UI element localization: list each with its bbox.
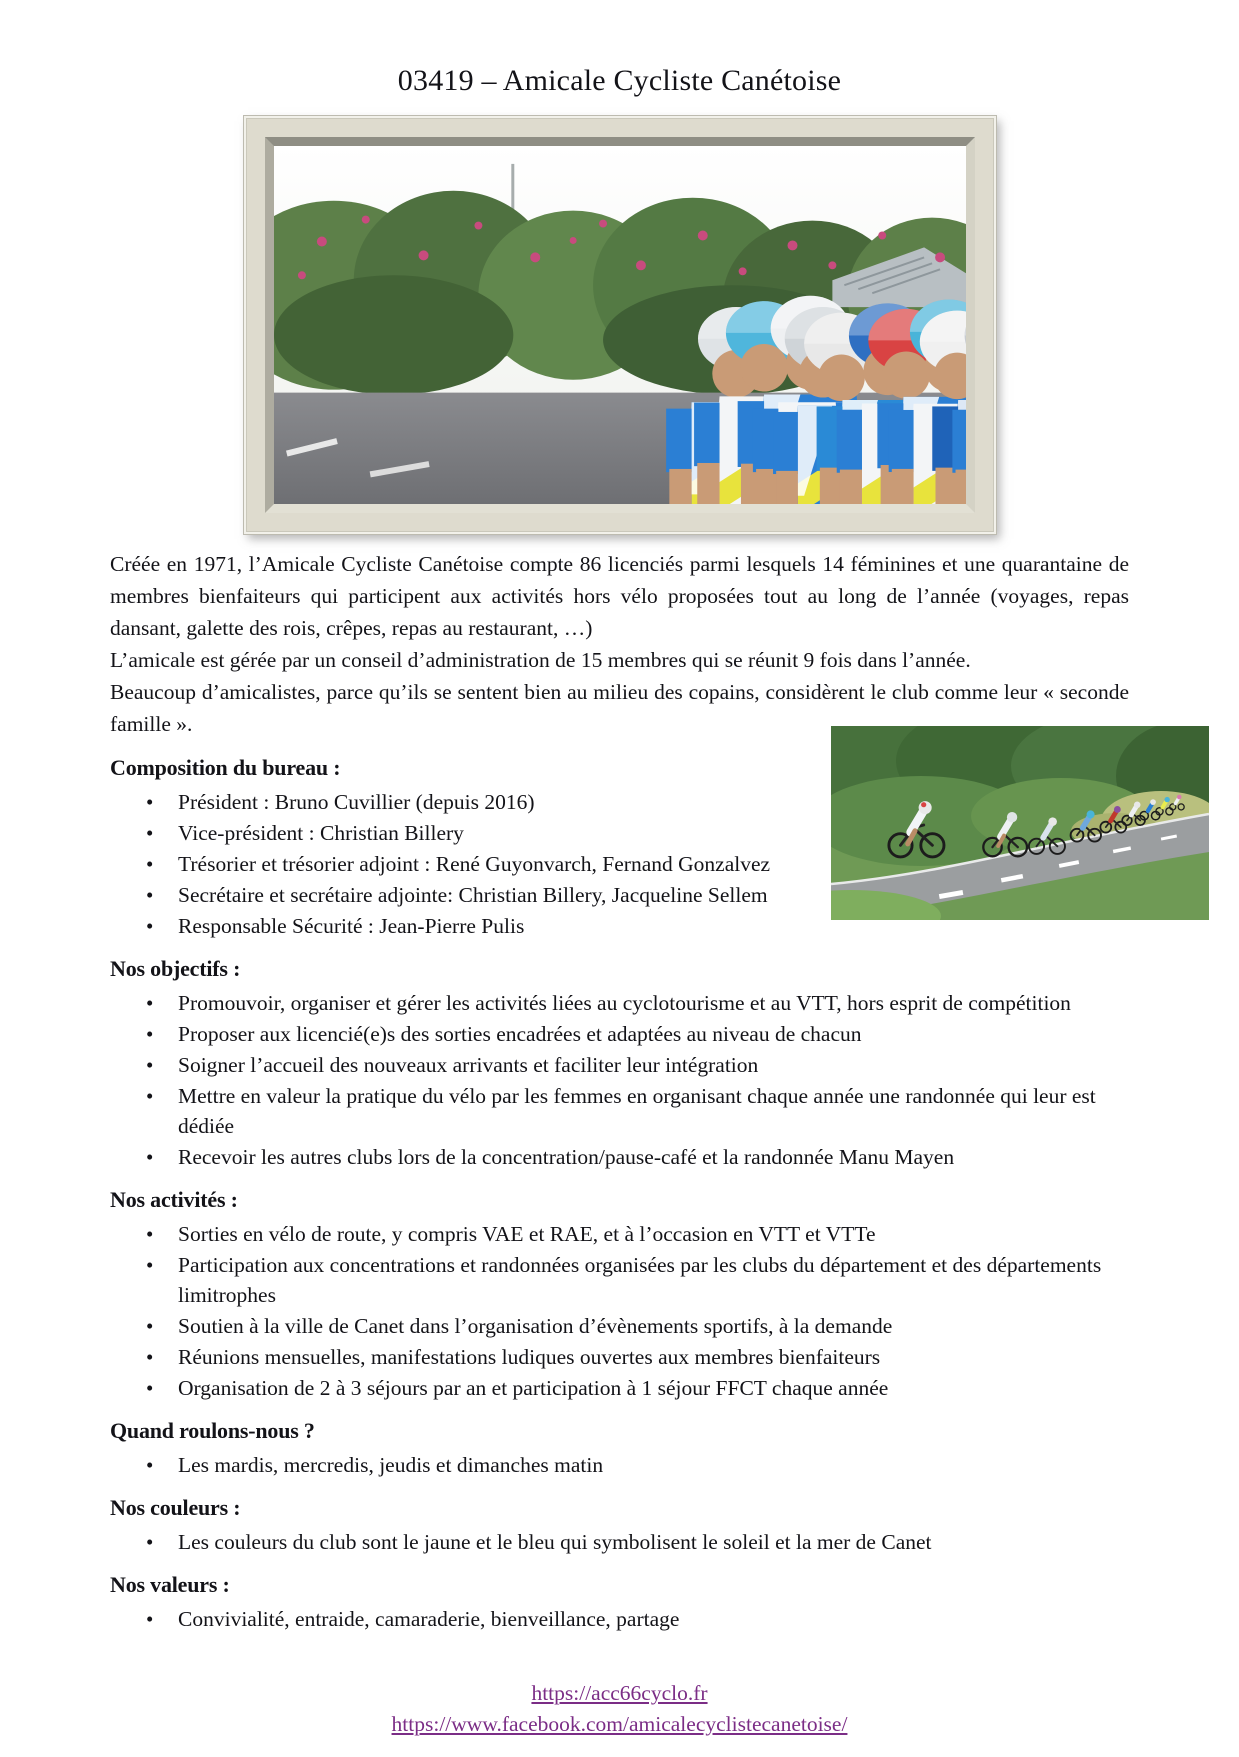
activites-list [110,1219,1129,1403]
section-heading-activites: Nos activités : [110,1187,238,1212]
section-heading-objectifs: Nos objectifs : [110,956,241,981]
group-photo [265,137,975,513]
group-photo-illustration [274,146,966,504]
intro-paragraph-3: Beaucoup d’amicalistes, parce qu’ils se sentent bien au milieu des copains, considèrent le club comme leur « seconde famille ». [110,680,1129,736]
list-item: • Sorties en vélo de route, y compris VAE et RAE, et à l’occasion en VTT et VTTe [110,1219,1129,1249]
list-item: • Participation aux concentrations et randonnées organisées par les clubs du département et des départements limitrophes [110,1250,1129,1310]
list-item: • Secrétaire et secrétaire adjointe: Christian Billery, Jacqueline Sellem [110,880,1129,910]
list-item: • Vice-président : Christian Billery [110,818,1129,848]
intro-paragraph-2: L’amicale est gérée par un conseil d’administration de 15 membres qui se réunit 9 fois dans l’année. [110,648,971,672]
list-item: • Soigner l’accueil des nouveaux arrivants et faciliter leur intégration [110,1050,1129,1080]
section-heading-bureau: Composition du bureau : [110,755,341,780]
list-item: • Réunions mensuelles, manifestations ludiques ouvertes aux membres bienfaiteurs [110,1342,1129,1372]
quand-list [110,1450,1129,1480]
list-item: • Responsable Sécurité : Jean-Pierre Pulis [110,911,1129,941]
list-item: • Les couleurs du club sont le jaune et le bleu qui symbolisent le soleil et la mer de Canet [110,1527,1129,1557]
footer-links [110,1678,1129,1740]
list-item: • Trésorier et trésorier adjoint : René Guyonvarch, Fernand Gonzalvez [110,849,1129,879]
section-heading-valeurs: Nos valeurs : [110,1572,230,1597]
valeurs-list [110,1604,1129,1634]
list-item: • Les mardis, mercredis, jeudis et dimanches matin [110,1450,1129,1480]
list-item: • Mettre en valeur la pratique du vélo par les femmes en organisant chaque année une randonnée qui leur est dédiée [110,1081,1129,1141]
section-activites [110,1186,1129,1403]
section-objectifs [110,955,1129,1172]
intro-paragraphs [110,548,1129,740]
list-item: • Président : Bruno Cuvillier (depuis 2016) [110,787,1129,817]
list-item: • Soutien à la ville de Canet dans l’organisation d’évènements sportifs, à la demande [110,1311,1129,1341]
intro-paragraph-1: Créée en 1971, l’Amicale Cycliste Canétoise compte 86 licenciés parmi lesquels 14 féminines et une quarantaine de membres bienfaiteurs qui participent aux activités hors vélo proposées tout au long de l’année (voyages, repas dansant, galette des rois, crêpes, repas au restaurant, …) [110,552,1129,640]
list-item: • Organisation de 2 à 3 séjours par an et participation à 1 séjour FFCT chaque année [110,1373,1129,1403]
page-title: 03419 – Amicale Cycliste Canétoise [397,64,842,97]
list-item: • Proposer aux licencié(e)s des sorties encadrées et adaptées au niveau de chacun [110,1019,1129,1049]
couleurs-list [110,1527,1129,1557]
section-valeurs [110,1571,1129,1634]
section-couleurs [110,1494,1129,1557]
club-website-link[interactable]: https://acc66cyclo.fr [531,1681,708,1705]
section-quand [110,1417,1129,1480]
facebook-link[interactable]: https://www.facebook.com/amicalecyclistecanetoise/ [391,1712,848,1736]
group-photo-frame [244,116,996,534]
list-item: • Convivialité, entraide, camaraderie, bienveillance, partage [110,1604,1129,1634]
list-item: • Recevoir les autres clubs lors de la concentration/pause-café et la randonnée Manu Mayen [110,1142,1129,1172]
bureau-list [110,787,1129,941]
list-item: • Promouvoir, organiser et gérer les activités liées au cyclotourisme et au VTT, hors esprit de compétition [110,988,1129,1018]
objectifs-list [110,988,1129,1172]
section-heading-quand: Quand roulons-nous ? [110,1418,315,1443]
section-heading-couleurs: Nos couleurs : [110,1495,241,1520]
